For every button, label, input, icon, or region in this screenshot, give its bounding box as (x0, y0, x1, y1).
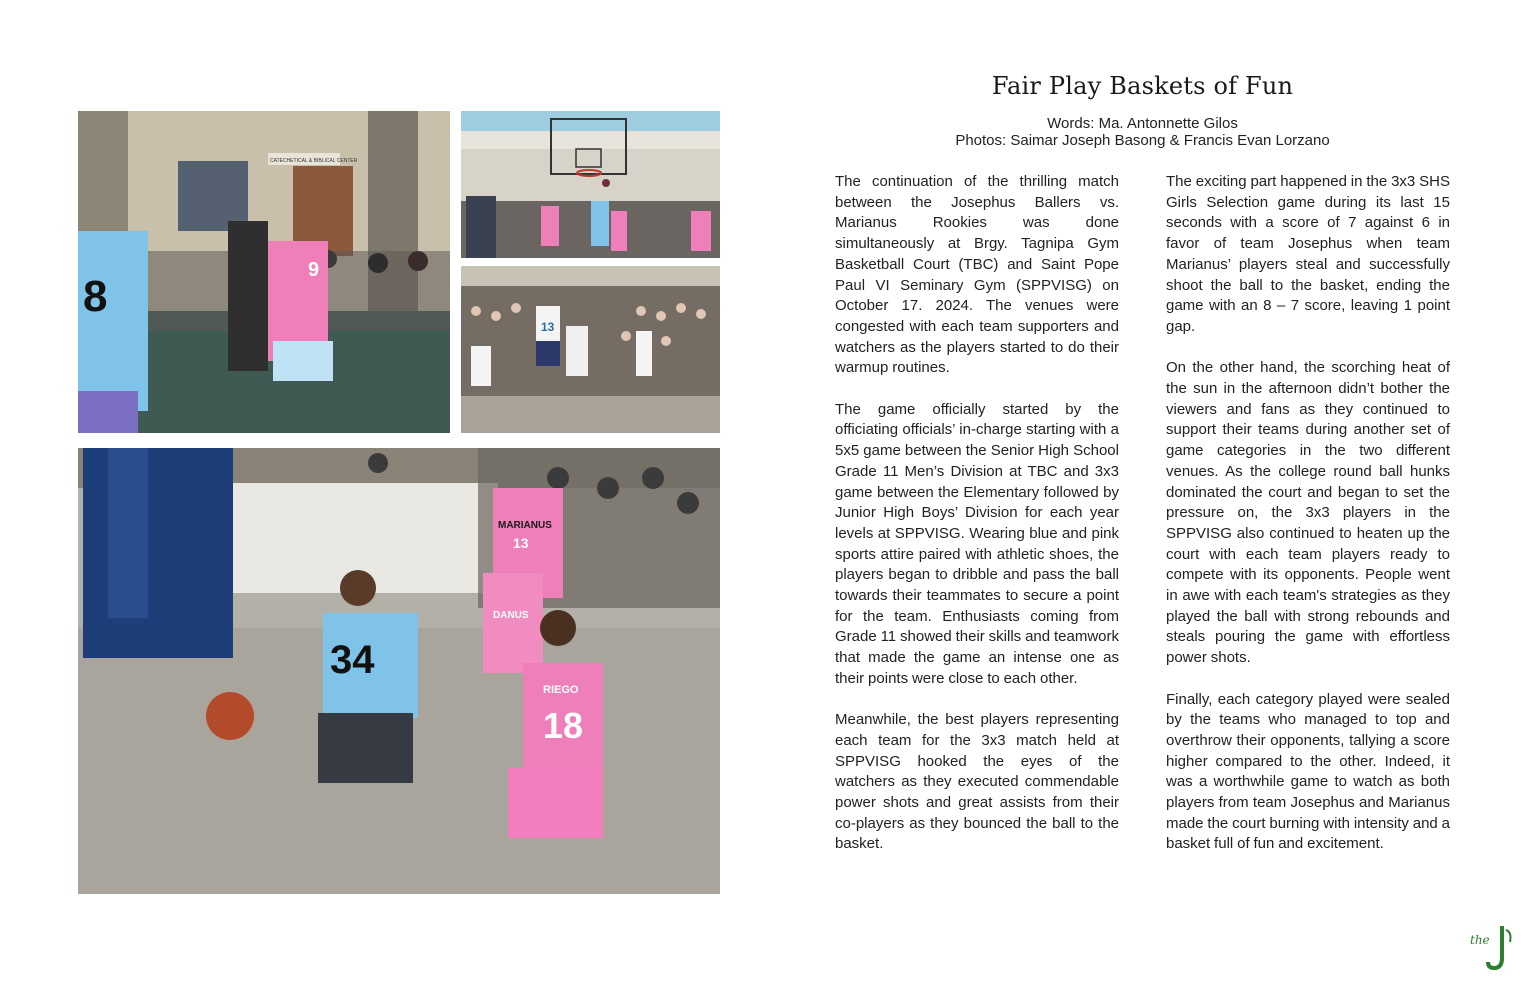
photo1-jersey-number-1: 8 (83, 272, 108, 321)
article-title: Fair Play Baskets of Fun (991, 72, 1294, 100)
words-credit: Words: Ma. Antonnette Gilos (1047, 115, 1238, 132)
photo4-jersey-number-3: 18 (543, 705, 584, 746)
photo3-jersey-number: 13 (541, 320, 555, 334)
gym-sign-text: CATECHETICAL & BIBLICAL CENTER (270, 158, 358, 164)
photo4-jersey-number-2: 13 (513, 535, 529, 551)
photo4-jersey-text-3: DANUS (493, 610, 529, 621)
article-column-left (835, 172, 1119, 876)
article-column-right (1166, 172, 1450, 876)
paragraph: The exciting part happened in the 3x3 SHS Girls Selection game during its last 15 seconds with a score of 7 against 6 in favor of team Josephus when team Marianus’ players steal and successfully shoot the ball to the basket, ending the game with an 8 – 7 score, leaving 1 point gap. (1166, 173, 1450, 335)
paragraph: The game officially started by the officiating officials’ in-charge starting with a 5x5 game between the Senior High School Grade 11 Men’s Division at TBC and 3x3 game between the Elementary followed by Junior High Boys’ Division for each year levels at SPPVISG. Wearing blue and pink sports attire paired with athletic shoes, the players began to dribble and pass the ball towards their teammates to secure a point for the team. Enthusiasts coming from Grade 11 showed their skills and teamwork that made the game an intense one as their points were close to each other. (835, 400, 1119, 687)
logo-text: the (1470, 933, 1490, 947)
photo-crowd-game (461, 266, 720, 433)
photo-gym-dribble (78, 111, 450, 433)
paragraph: Meanwhile, the best players representing each team for the 3x3 match held at SPPVISG hooked the eyes of the watchers as they executed commendable power shots and great assists from their co-players as they bounced the ball to the basket. (835, 711, 1119, 853)
photo-hoop-shot (461, 111, 720, 258)
photo4-jersey-text-1: MARIANUS (498, 520, 552, 531)
photo4-jersey-number-1: 34 (330, 638, 375, 682)
paragraph: Finally, each category played were sealed by the teams who managed to top and overthrow their opponents, tallying a score higher compared to the other. Indeed, it was a worthwhile game to watch as both players from team Josephus and Marianus made the court burning with intensity and a basket full of fun and excitement. (1166, 690, 1450, 853)
photos-credit: Photos: Saimar Joseph Basong & Francis Evan Lorzano (955, 132, 1330, 149)
paragraph: On the other hand, the scorching heat of the sun in the afternoon didn’t bother the viewers and fans as they continued to support their teams during another set of game categories in the two different venues. As the college round ball hunks dominated the court and began to set the pressure on, the 3x3 players in the SPPVISG also continued to heaten up the court with each team players ready to compete with its opponents. People went in awe with each team's strategies as they played the ball with strong rebounds and steals pouring the game with effortless power shots. (1166, 359, 1450, 667)
publication-logo (1466, 922, 1516, 974)
paragraph: The continuation of the thrilling match between the Josephus Ballers vs. Marianus Rookies was done simultaneously at Brgy. Tagnipa Gym Basketball Court (TBC) and Saint Pope Paul VI Seminary Gym (SPPVISG) on October 17. 2024. The venues were congested with each team supporters and watchers as the players started to do their warmup routines. (835, 173, 1119, 377)
photo-main-action (78, 448, 720, 894)
photo1-jersey-number-2: 9 (308, 259, 320, 281)
photo4-jersey-text-2: RIEGO (543, 684, 579, 696)
